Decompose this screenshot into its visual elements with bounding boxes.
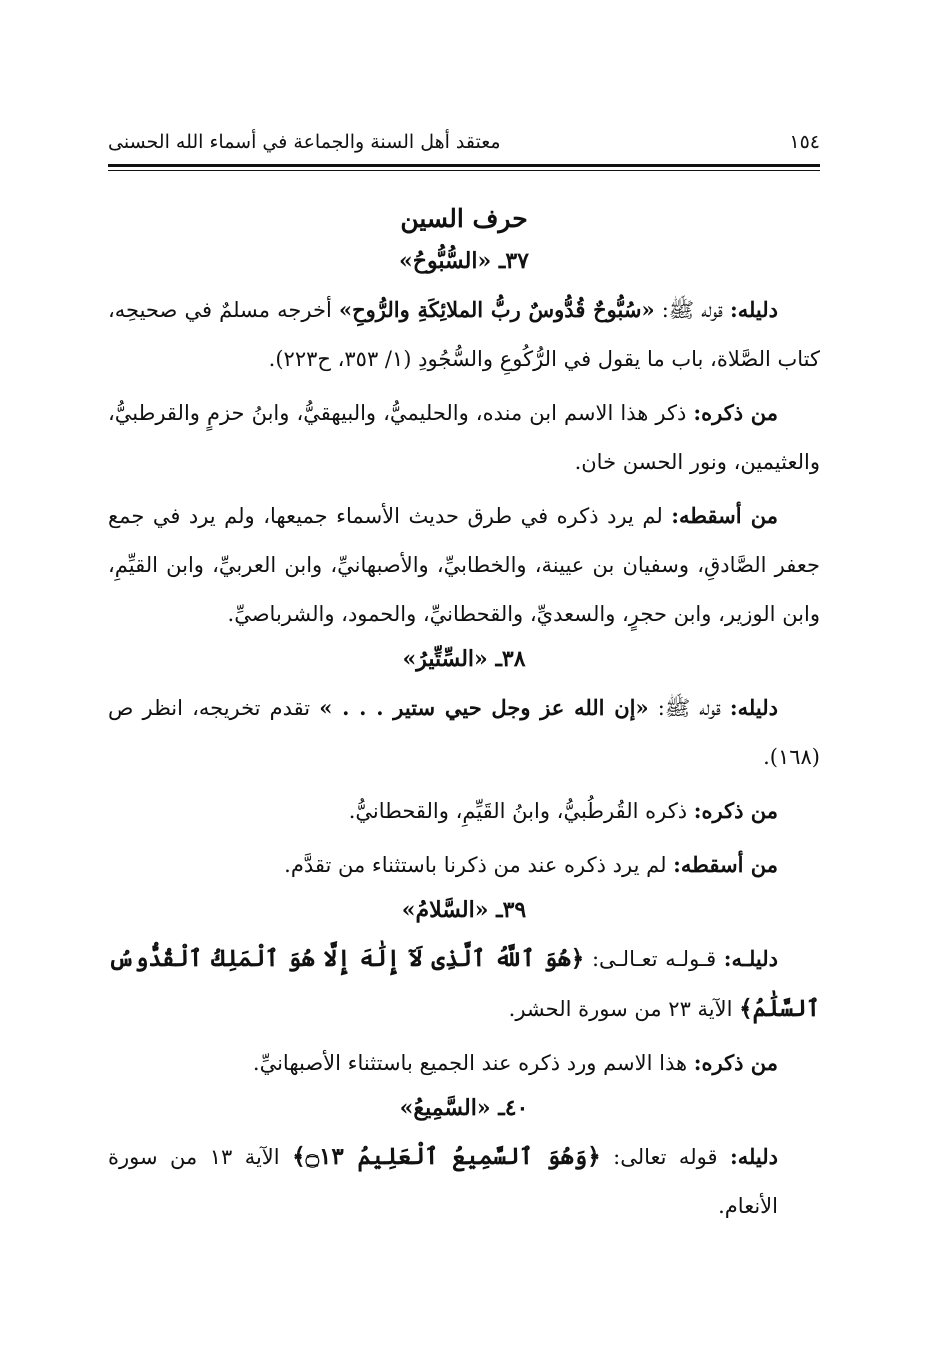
dhakara-text: ذكره القُرطُبيُّ، وابنُ القَيِّمِ، والقحطانيُّ. <box>348 799 688 823</box>
dhakara-label: من ذكره: <box>693 1050 778 1075</box>
dalil-label: دليلـه: <box>723 946 778 971</box>
dalil-paragraph-37 <box>108 285 820 384</box>
dalil-intro: قوله ﷺ: <box>648 696 721 720</box>
page-header <box>108 122 820 162</box>
book-page <box>108 122 820 1231</box>
dalil-label: دليله: <box>729 297 778 322</box>
dhakara-paragraph-38 <box>108 786 820 836</box>
quran-verse: ﴿وَهُوَ ٱلسَّمِيعُ ٱلْعَلِيمُ ۝١٣﴾ <box>292 1143 601 1170</box>
dhakara-text: هذا الاسم ورد ذكره عند الجميع باستثناء الأصبهانيِّ. <box>252 1051 688 1075</box>
asqata-text: لم يرد ذكره عند من ذكرنا باستثناء من تقدَّم. <box>284 853 667 877</box>
dalil-reference: الآية ٢٣ من سورة الحشر. <box>508 997 733 1021</box>
section-title: حرف السين <box>400 204 528 233</box>
dalil-paragraph-39 <box>108 934 820 1034</box>
dalil-paragraph-40 <box>108 1132 820 1231</box>
asqata-paragraph-38 <box>108 840 820 890</box>
quran-verse: ﴿هُوَ ٱللَّهُ ٱلَّذِى لَآ إِلَٰهَ إِلَّا هُوَ ٱلْمَلِكُ ٱلْقُدُّوسُ ٱلسَّلَٰمُ﴾ <box>108 945 820 1022</box>
entry-title-38: ٣٨ـ «السِّتِّيرُ» <box>402 646 526 672</box>
dalil-reference: أخرجه مسلمٌ في صحيحِه، كتاب الصَّلاة، باب ما يقول في الرُّكُوعِ والسُّجُودِ (١/ ٣٥٣، ح٢٢٣). <box>108 298 820 371</box>
dalil-label: دليله: <box>729 695 778 720</box>
dalil-label: دليله: <box>729 1144 778 1169</box>
header-rule <box>108 164 820 171</box>
dhakara-paragraph-39 <box>108 1038 820 1088</box>
asqata-text: لم يرد ذكره في طرق حديث الأسماء جميعها، ولم يرد في جمع جعفر الصَّادقِ، وسفيان بن عيينة، والخطابيِّ، والأصبهانيِّ، وابن العربيِّ، وابن القيِّمِ، وابن الوزير، وابن حجرٍ، والسعديِّ، والقحطانيِّ، والحمود، والشرباصيِّ. <box>108 504 820 626</box>
entry-title-40: ٤٠ـ «السَّمِيعُ» <box>399 1095 529 1121</box>
running-title: معتقد أهل السنة والجماعة في أسماء الله الحسنى <box>108 131 501 153</box>
dhakara-text: ذكر هذا الاسم ابن منده، والحليميُّ، والبيهقيُّ، وابنُ حزمٍ والقرطبيُّ، والعثيمين، ونور الحسن خان. <box>108 401 820 474</box>
hadith-quote: «إن الله عز وجل حيي ستير . . . » <box>319 695 649 720</box>
dalil-intro: قـولـه تعـالـى: <box>584 947 717 971</box>
entry-title-37: ٣٧ـ «السُّبُّوحُ» <box>399 248 529 274</box>
dhakara-paragraph-37 <box>108 388 820 487</box>
page-number: ١٥٤ <box>789 131 820 153</box>
dalil-reference: تقدم تخريجه، انظر ص (١٦٨). <box>108 696 820 769</box>
dhakara-label: من ذكره: <box>693 400 778 425</box>
entry-title-39: ٣٩ـ «السَّلامُ» <box>401 897 527 923</box>
asqata-label: من أسقطه: <box>673 852 778 877</box>
header-rule-thick <box>108 164 820 167</box>
dhakara-label: من ذكره: <box>693 798 778 823</box>
header-rule-thin <box>108 170 820 171</box>
asqata-paragraph-37 <box>108 491 820 639</box>
hadith-quote: «سُبُّوحٌ قُدُّوسٌ ربُّ الملائِكَةِ والرُّوحِ» <box>338 297 655 322</box>
dalil-intro: قوله تعالى: <box>600 1145 718 1169</box>
dalil-intro: قوله ﷺ: <box>654 298 723 322</box>
dalil-reference: الآية ١٣ من سورة الأنعام. <box>108 1145 778 1218</box>
asqata-label: من أسقطه: <box>671 503 778 528</box>
dalil-paragraph-38 <box>108 683 820 782</box>
